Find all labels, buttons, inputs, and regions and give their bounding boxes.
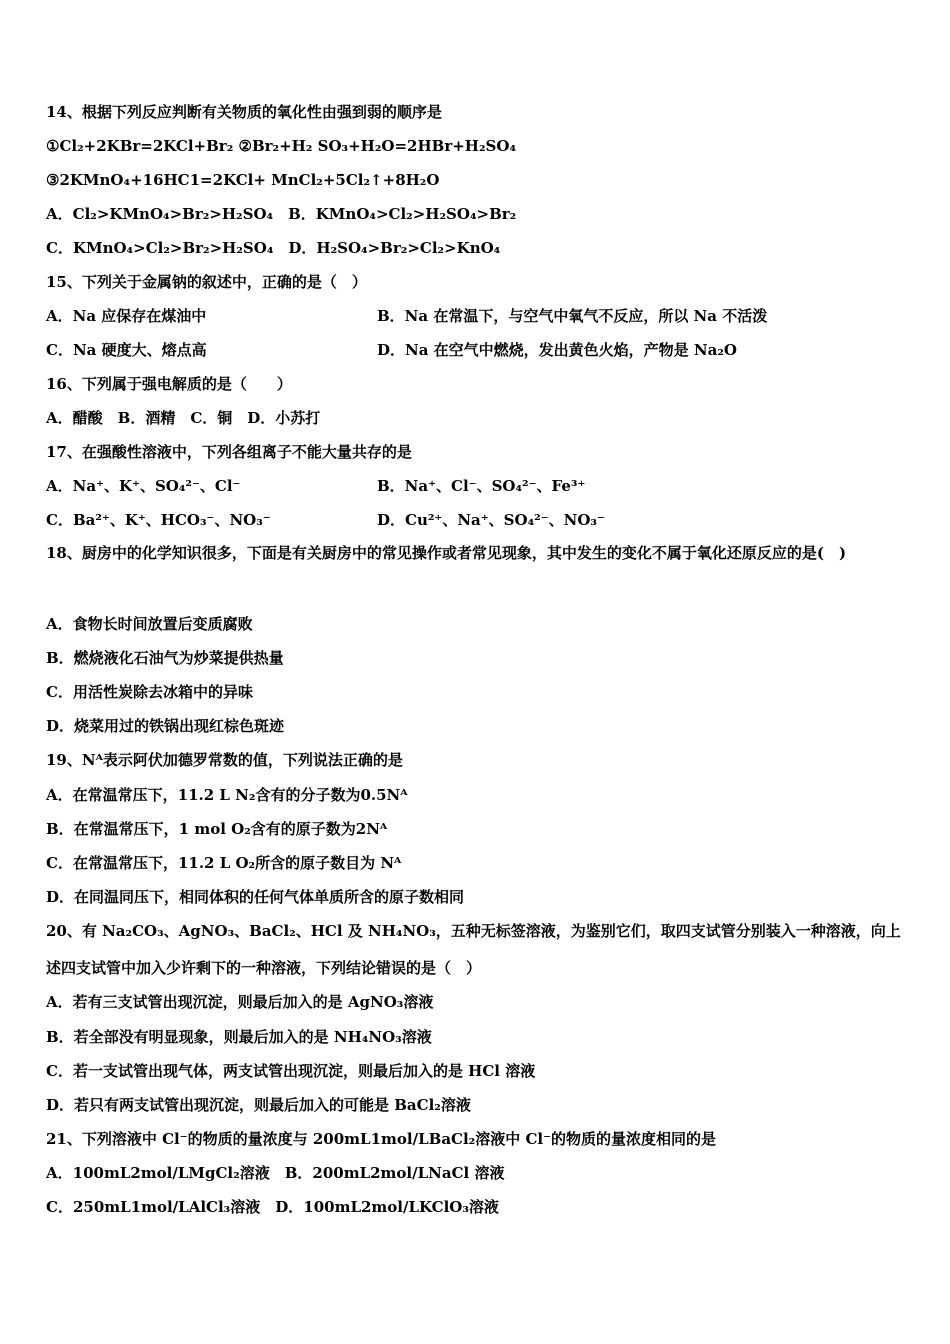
question-20-stem: 20、有 Na₂CO₃、AgNO₃、BaCl₂、HCl 及 NH₄NO₃，五种无标签溶液，为鉴别它们，取四支试管分别装入一种溶液，向上述四支试管中加入少许剩下的一种溶液，下列结论错误的是（ ）	[46, 922, 901, 977]
question-17-row-ab	[46, 475, 910, 497]
question-15-stem: 15、下列关于金属钠的叙述中，正确的是（ ）	[46, 273, 367, 291]
question-19-option-d: D．在同温同压下，相同体积的任何气体单质所含的原子数相同	[46, 888, 465, 906]
question-15-option-a: A．Na 应保存在煤油中	[46, 307, 207, 325]
question-20-option-b: B．若全部没有明显现象，则最后加入的是 NH₄NO₃溶液	[46, 1028, 432, 1046]
question-18-option-a: A．食物长时间放置后变质腐败	[46, 615, 253, 633]
question-18-option-d: D．烧菜用过的铁锅出现红棕色斑迹	[46, 717, 285, 735]
question-19-option-c: C．在常温常压下，11.2 L O₂所含的原子数目为 Nᴬ	[46, 854, 402, 872]
question-14-options-ab: A．Cl₂>KMnO₄>Br₂>H₂SO₄ B．KMnO₄>Cl₂>H₂SO₄>Br₂	[46, 205, 517, 223]
question-15-row-ab	[46, 305, 910, 327]
question-18-option-b: B．燃烧液化石油气为炒菜提供热量	[46, 649, 284, 667]
question-21-options-ab: A．100mL2mol/LMgCl₂溶液 B．200mL2mol/LNaCl 溶液	[46, 1164, 505, 1182]
question-14-stem: 14、根据下列反应判断有关物质的氧化性由强到弱的顺序是	[46, 103, 442, 121]
question-14-reactions-1-2: ①Cl₂+2KBr=2KCl+Br₂ ②Br₂+H₂ SO₃+H₂O=2HBr+H₂SO₄	[46, 137, 517, 155]
question-15-option-d: D．Na 在空气中燃烧，发出黄色火焰，产物是 Na₂O	[377, 341, 737, 359]
question-21-options-cd: C．250mL1mol/LAlCl₃溶液 D．100mL2mol/LKClO₃溶液	[46, 1198, 499, 1216]
question-15-row-cd	[46, 339, 910, 361]
question-14-reaction-3: ③2KMnO₄+16HC1=2KCl+ MnCl₂+5Cl₂↑+8H₂O	[46, 171, 440, 189]
question-17-option-b: B．Na⁺、Cl⁻、SO₄²⁻、Fe³⁺	[377, 477, 586, 495]
question-20-option-d: D．若只有两支试管出现沉淀，则最后加入的可能是 BaCl₂溶液	[46, 1096, 471, 1114]
question-20-option-a: A．若有三支试管出现沉淀，则最后加入的是 AgNO₃溶液	[46, 993, 434, 1011]
question-14-options-cd: C．KMnO₄>Cl₂>Br₂>H₂SO₄ D．H₂SO₄>Br₂>Cl₂>KnO₄	[46, 239, 501, 257]
question-21-stem: 21、下列溶液中 Cl⁻的物质的量浓度与 200mL1mol/LBaCl₂溶液中 Cl⁻的物质的量浓度相同的是	[46, 1130, 717, 1148]
question-15-option-b: B．Na 在常温下，与空气中氧气不反应，所以 Na 不活泼	[377, 307, 768, 325]
question-20-option-c: C．若一支试管出现气体，两支试管出现沉淀，则最后加入的是 HCl 溶液	[46, 1062, 536, 1080]
question-18-option-c: C．用活性炭除去冰箱中的异味	[46, 683, 253, 701]
question-17-option-d: D．Cu²⁺、Na⁺、SO₄²⁻、NO₃⁻	[377, 511, 605, 529]
question-17-stem: 17、在强酸性溶液中，下列各组离子不能大量共存的是	[46, 443, 412, 461]
question-19-stem: 19、Nᴬ表示阿伏加德罗常数的值，下列说法正确的是	[46, 751, 403, 769]
question-19-option-a: A．在常温常压下，11.2 L N₂含有的分子数为0.5Nᴬ	[46, 786, 408, 804]
question-16-stem: 16、下列属于强电解质的是（ ）	[46, 375, 292, 393]
question-15-option-c: C．Na 硬度大、熔点高	[46, 341, 207, 359]
question-19-option-b: B．在常温常压下，1 mol O₂含有的原子数为2Nᴬ	[46, 820, 388, 838]
question-18-stem: 18、厨房中的化学知识很多，下面是有关厨房中的常见操作或者常见现象，其中发生的变化不属于氧化还原反应的是( )	[46, 544, 847, 562]
question-17-row-cd	[46, 509, 910, 531]
question-17-option-c: C．Ba²⁺、K⁺、HCO₃⁻、NO₃⁻	[46, 511, 271, 529]
question-17-option-a: A．Na⁺、K⁺、SO₄²⁻、Cl⁻	[46, 477, 241, 495]
question-16-options: A．醋酸 B．酒精 C．铜 D．小苏打	[46, 409, 321, 427]
